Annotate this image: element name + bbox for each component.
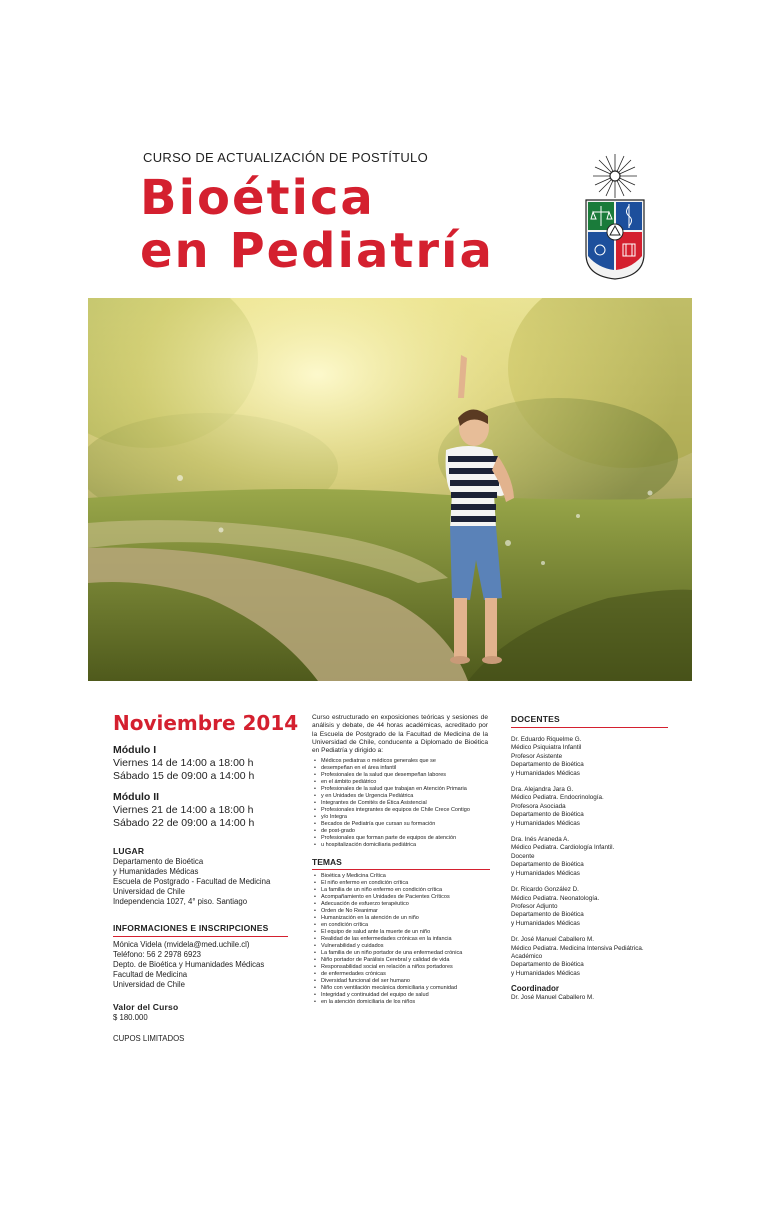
faculty-entry <box>511 836 671 878</box>
module-title: Módulo I <box>113 744 157 756</box>
list-item: • Vulnerabilidad y cuidados <box>312 943 490 950</box>
address-line: Escuela de Postgrado - Facultad de Medicina <box>113 877 271 886</box>
faculty-column <box>511 714 671 1003</box>
child-in-field-photo <box>88 298 692 681</box>
list-item: • de enfermedades crónicas <box>312 971 490 978</box>
faculty-line: y Humanidades Médicas <box>511 869 580 877</box>
faculty-line: y Humanidades Médicas <box>511 819 580 827</box>
module-1 <box>113 744 288 783</box>
list-item: • de post-grado <box>312 828 490 835</box>
list-item: • y/o Integra <box>312 814 490 821</box>
faculty-line: y Humanidades Médicas <box>511 969 580 977</box>
faculty-entry <box>511 936 671 978</box>
module-schedule-line: Sábado 15 de 09:00 a 14:00 h <box>113 770 255 782</box>
contact-line: Universidad de Chile <box>113 980 185 989</box>
title-line-2: en Pediatría <box>140 223 494 279</box>
module-schedule-line: Viernes 21 de 14:00 a 18:00 h <box>113 804 254 816</box>
price-heading: Valor del Curso <box>113 1002 179 1012</box>
info-heading: INFORMACIONES E INSCRIPCIONES <box>113 923 288 937</box>
limited-seats-note: CUPOS LIMITADOS <box>113 1034 185 1043</box>
list-item: • desempeñan en el área infantil <box>312 765 490 772</box>
address-line: Departamento de Bioética <box>113 857 204 866</box>
price-value: $ 180.000 <box>113 1013 148 1022</box>
list-item: • Médicos pediatras o médicos generales que se <box>312 758 490 765</box>
list-item: • Acompañamiento en Unidades de Pacientes Críticos <box>312 894 490 901</box>
course-title <box>140 172 494 278</box>
contact-line: Mónica Videla (mvidela@med.uchile.cl) <box>113 940 250 949</box>
faculty-name: Dr. José Manuel Caballero M. <box>511 936 594 944</box>
schedule-column <box>113 710 299 1044</box>
faculty-line: Profesora Asociada <box>511 802 566 810</box>
module-title: Módulo II <box>113 791 160 803</box>
faculty-line: y Humanidades Médicas <box>511 769 580 777</box>
faculty-line: Departamento de Bioética <box>511 811 584 819</box>
list-item: • y en Unidades de Urgencia Pediátrica <box>312 793 490 800</box>
list-item: • en condición crítica <box>312 922 490 929</box>
list-item: • en el ámbito pediátrico <box>312 779 490 786</box>
faculty-name: Dr. Eduardo Riquelme G. <box>511 736 582 743</box>
list-item: • La familia de un niño enfermo en condición crítica <box>312 887 490 894</box>
faculty-line: Médico Pediatra. Cardiología Infantil. <box>511 844 615 852</box>
faculty-line: Profesor Adjunto <box>511 902 558 910</box>
contact-line: Facultad de Medicina <box>113 970 188 979</box>
course-description: Curso estructurado en exposiciones teóricas y sesiones de análisis y debate, de 44 horas académicas, acreditado por la Escuela de Postgrado de la Facultad de Medicina de la Universidad de Chile, conducente a Diplomado de Bioética en Pediatría y dirigido a: <box>312 714 488 755</box>
list-item: • Profesionales que forman parte de equipos de atención <box>312 835 490 842</box>
list-item: • u hospitalización domiciliaria pediátrica <box>312 842 490 849</box>
faculty-line: Departamento de Bioética <box>511 761 584 769</box>
faculty-line: Departamento de Bioética <box>511 911 584 919</box>
faculty-entry <box>511 736 671 778</box>
module-schedule-line: Viernes 14 de 14:00 a 18:00 h <box>113 757 254 769</box>
university-crest-logo <box>582 152 648 280</box>
temas-heading: TEMAS <box>312 857 490 870</box>
temas-list <box>312 873 490 1006</box>
title-line-1: Bioética <box>140 170 375 226</box>
faculty-entry <box>511 886 671 928</box>
faculty-line: y Humanidades Médicas <box>511 919 580 927</box>
course-type-label: CURSO DE ACTUALIZACIÓN DE POSTÍTULO <box>143 150 428 165</box>
lugar-address <box>113 857 288 907</box>
list-item: • Adecuación de esfuerzo terapéutico <box>312 901 490 908</box>
coordinator-heading: Coordinador <box>511 984 559 994</box>
course-date: Noviembre 2014 <box>113 711 299 735</box>
list-item: • Bioética y Medicina Crítica <box>312 873 490 880</box>
lugar-heading: LUGAR <box>113 846 145 856</box>
list-item: • Responsabilidad social en relación a niños portadores <box>312 964 490 971</box>
list-item: • Humanización en la atención de un niño <box>312 915 490 922</box>
address-line: Independencia 1027, 4° piso. Santiago <box>113 897 248 906</box>
list-item: • Diversidad funcional del ser humano <box>312 978 490 985</box>
module-schedule-line: Sábado 22 de 09:00 a 14:00 h <box>113 817 255 829</box>
faculty-line: Departamento de Bioética <box>511 961 584 969</box>
audience-list <box>312 758 490 849</box>
list-item: • El equipo de salud ante la muerte de un niño <box>312 929 490 936</box>
faculty-name: Dr. Ricardo González D. <box>511 886 579 894</box>
faculty-line: Médico Pediatra. Neonatología. <box>511 894 600 902</box>
faculty-name: Dra. Inés Araneda A. <box>511 836 570 844</box>
module-2 <box>113 791 288 830</box>
faculty-line: Docente <box>511 852 535 860</box>
list-item: • Integridad y continuidad del equipo de salud <box>312 992 490 999</box>
info-contact <box>113 940 288 990</box>
list-item: • La familia de un niño portador de una enfermedad crónica <box>312 950 490 957</box>
address-line: Universidad de Chile <box>113 887 185 896</box>
list-item: • Niño con ventilación mecánica domiciliaria y comunidad <box>312 985 490 992</box>
faculty-line: Departamento de Bioética <box>511 861 584 869</box>
faculty-line: Académico <box>511 952 543 960</box>
description-column <box>312 714 490 1006</box>
list-item: • Profesionales integrantes de equipos de Chile Crece Contigo <box>312 807 490 814</box>
faculty-name: Dra. Alejandra Jara G. <box>511 786 574 794</box>
faculty-entry <box>511 786 671 828</box>
faculty-line: Médico Pediatra. Medicina Intensiva Pediátrica. <box>511 944 644 952</box>
list-item: • Integrantes de Comités de Ética Asistencial <box>312 800 490 807</box>
faculty-line: Médico Pediatra. Endocrinología. <box>511 794 604 802</box>
list-item: • Orden de No Reanimar <box>312 908 490 915</box>
list-item: • en la atención domiciliaria de los niños <box>312 999 490 1006</box>
list-item: • El niño enfermo en condición crítica <box>312 880 490 887</box>
list-item: • Niño portador de Parálisis Cerebral y calidad de vida <box>312 957 490 964</box>
coordinator-name: Dr. José Manuel Caballero M. <box>511 994 594 1002</box>
faculty-line: Profesor Asistente <box>511 752 563 760</box>
list-item: • Realidad de las enfermedades crónicas en la infancia <box>312 936 490 943</box>
docentes-heading: DOCENTES <box>511 714 668 728</box>
address-line: y Humanidades Médicas <box>113 867 199 876</box>
contact-line: Depto. de Bioética y Humanidades Médicas <box>113 960 265 969</box>
list-item: • Becados de Pediatría que cursan su formación <box>312 821 490 828</box>
faculty-line: Médico Psiquiatra Infantil <box>511 744 582 752</box>
list-item: • Profesionales de la salud que trabajan en Atención Primaria <box>312 786 490 793</box>
contact-line: Teléfono: 56 2 2978 6923 <box>113 950 202 959</box>
list-item: • Profesionales de la salud que desempeñan labores <box>312 772 490 779</box>
